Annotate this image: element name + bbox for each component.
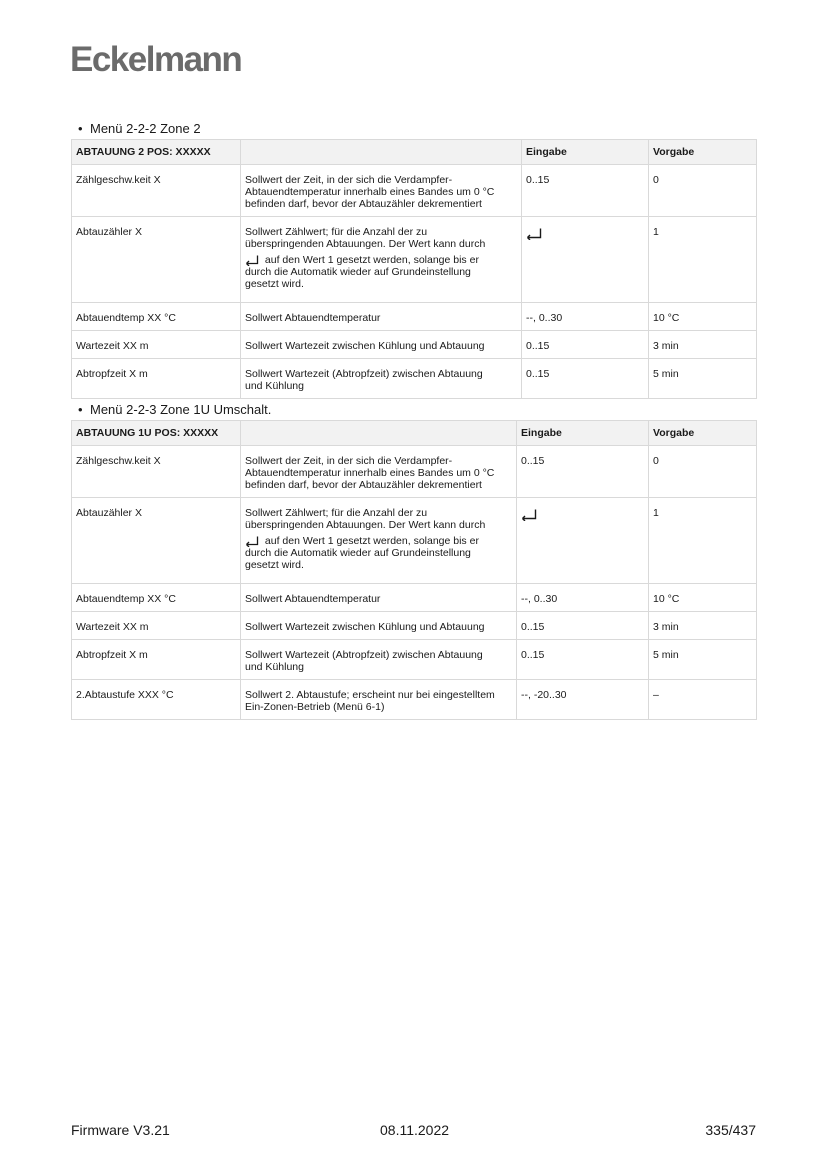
param-default: 1 [649,498,757,584]
description-line: durch die Automatik wieder auf Grundeinstellung [245,547,471,559]
column-header-description [241,140,522,165]
section-title-zone-1u [78,402,271,417]
column-header-menu: ABTAUUNG 1U POS: XXXXX [72,421,241,446]
param-description [241,446,517,498]
param-description [241,165,522,217]
enter-key-icon [526,228,542,240]
description-line: Sollwert der Zeit, in der sich die Verdampfer- [245,174,453,186]
param-input: 0..15 [517,612,649,640]
param-name: Zählgeschw.keit X [72,165,241,217]
description-line: Sollwert der Zeit, in der sich die Verdampfer- [245,455,453,467]
table-header-row [72,421,757,446]
column-header-menu: ABTAUUNG 2 POS: XXXXX [72,140,241,165]
footer-firmware: Firmware V3.21 [71,1122,170,1138]
param-name: Abtropfzeit X m [72,640,241,680]
param-input [522,217,649,303]
table-zone-1u [71,420,757,720]
param-name: Abtropfzeit X m [72,359,241,399]
param-description [241,498,517,584]
param-description: Sollwert Wartezeit zwischen Kühlung und Abtauung [241,612,517,640]
table-row [72,584,757,612]
table-row [72,498,757,584]
description-line: befinden darf, bevor der Abtauzähler dekrementiert [245,198,482,210]
footer-page-number: 335/437 [705,1122,756,1138]
param-name: Wartezeit XX m [72,331,241,359]
description-line: gesetzt wird. [245,559,304,571]
param-name: Wartezeit XX m [72,612,241,640]
param-default: 0 [649,165,757,217]
param-input: 0..15 [522,331,649,359]
enter-key-icon [521,509,537,521]
section-title-text: Menü 2-2-2 Zone 2 [90,121,201,136]
table-row [72,680,757,720]
table-zone-2 [71,139,757,399]
bullet: • [78,402,83,417]
description-line: Ein-Zonen-Betrieb (Menü 6-1) [245,701,385,713]
bullet: • [78,121,83,136]
description-line: Sollwert Wartezeit (Abtropfzeit) zwischen Abtauung [245,649,483,661]
table-row [72,303,757,331]
param-input: 0..15 [517,446,649,498]
param-default: 1 [649,217,757,303]
description-line-with-icon [245,252,517,266]
param-name: Abtauzähler X [72,217,241,303]
param-default: 5 min [649,359,757,399]
description-text: auf den Wert 1 gesetzt werden, solange bis er [264,254,479,266]
param-description: Sollwert Abtauendtemperatur [241,303,522,331]
param-description: Sollwert Wartezeit zwischen Kühlung und Abtauung [241,331,522,359]
description-line: und Kühlung [245,380,304,392]
param-default: 3 min [649,612,757,640]
table-row [72,331,757,359]
table-row [72,640,757,680]
description-text: auf den Wert 1 gesetzt werden, solange bis er [264,535,479,547]
description-line: Abtauendtemperatur innerhalb eines Bandes um 0 °C [245,186,495,198]
section-title-text: Menü 2-2-3 Zone 1U Umschalt. [90,402,272,417]
description-line: Abtauendtemperatur innerhalb eines Bandes um 0 °C [245,467,495,479]
param-name: Abtauendtemp XX °C [72,303,241,331]
param-name: Abtauendtemp XX °C [72,584,241,612]
param-input: 0..15 [517,640,649,680]
param-name: Abtauzähler X [72,498,241,584]
description-line: und Kühlung [245,661,304,673]
description-line: Sollwert Zählwert; für die Anzahl der zu [245,507,428,519]
table-row [72,612,757,640]
table-row [72,446,757,498]
column-header-default: Vorgabe [649,421,757,446]
table-row [72,359,757,399]
description-line: Sollwert 2. Abtaustufe; erscheint nur bei eingestelltem [245,689,495,701]
param-input: --, 0..30 [517,584,649,612]
table-row [72,217,757,303]
company-logo: Eckelmann [70,40,242,79]
param-default: 5 min [649,640,757,680]
description-line: überspringenden Abtauungen. Der Wert kann durch [245,238,486,250]
column-header-default: Vorgabe [649,140,757,165]
param-description [241,217,522,303]
param-input: 0..15 [522,165,649,217]
param-description [241,359,522,399]
section-title-zone-2 [78,121,201,136]
param-input: --, -20..30 [517,680,649,720]
description-line: Sollwert Zählwert; für die Anzahl der zu [245,226,428,238]
enter-key-icon [245,255,259,266]
description-line: gesetzt wird. [245,278,304,290]
param-description: Sollwert Abtauendtemperatur [241,584,517,612]
column-header-input: Eingabe [522,140,649,165]
param-input: --, 0..30 [522,303,649,331]
param-default: – [649,680,757,720]
param-default: 0 [649,446,757,498]
param-default: 10 °C [649,303,757,331]
description-line-with-icon [245,533,512,547]
param-description [241,640,517,680]
description-line: überspringenden Abtauungen. Der Wert kann durch [245,519,486,531]
param-input [517,498,649,584]
param-name: 2.Abtaustufe XXX °C [72,680,241,720]
table-header-row [72,140,757,165]
param-description [241,680,517,720]
description-line: befinden darf, bevor der Abtauzähler dekrementiert [245,479,482,491]
table-row [72,165,757,217]
column-header-description [241,421,517,446]
param-name: Zählgeschw.keit X [72,446,241,498]
param-input: 0..15 [522,359,649,399]
param-default: 10 °C [649,584,757,612]
footer-date: 08.11.2022 [380,1122,450,1138]
param-default: 3 min [649,331,757,359]
column-header-input: Eingabe [517,421,649,446]
description-line: durch die Automatik wieder auf Grundeinstellung [245,266,471,278]
enter-key-icon [245,536,259,547]
description-line: Sollwert Wartezeit (Abtropfzeit) zwischen Abtauung [245,368,483,380]
